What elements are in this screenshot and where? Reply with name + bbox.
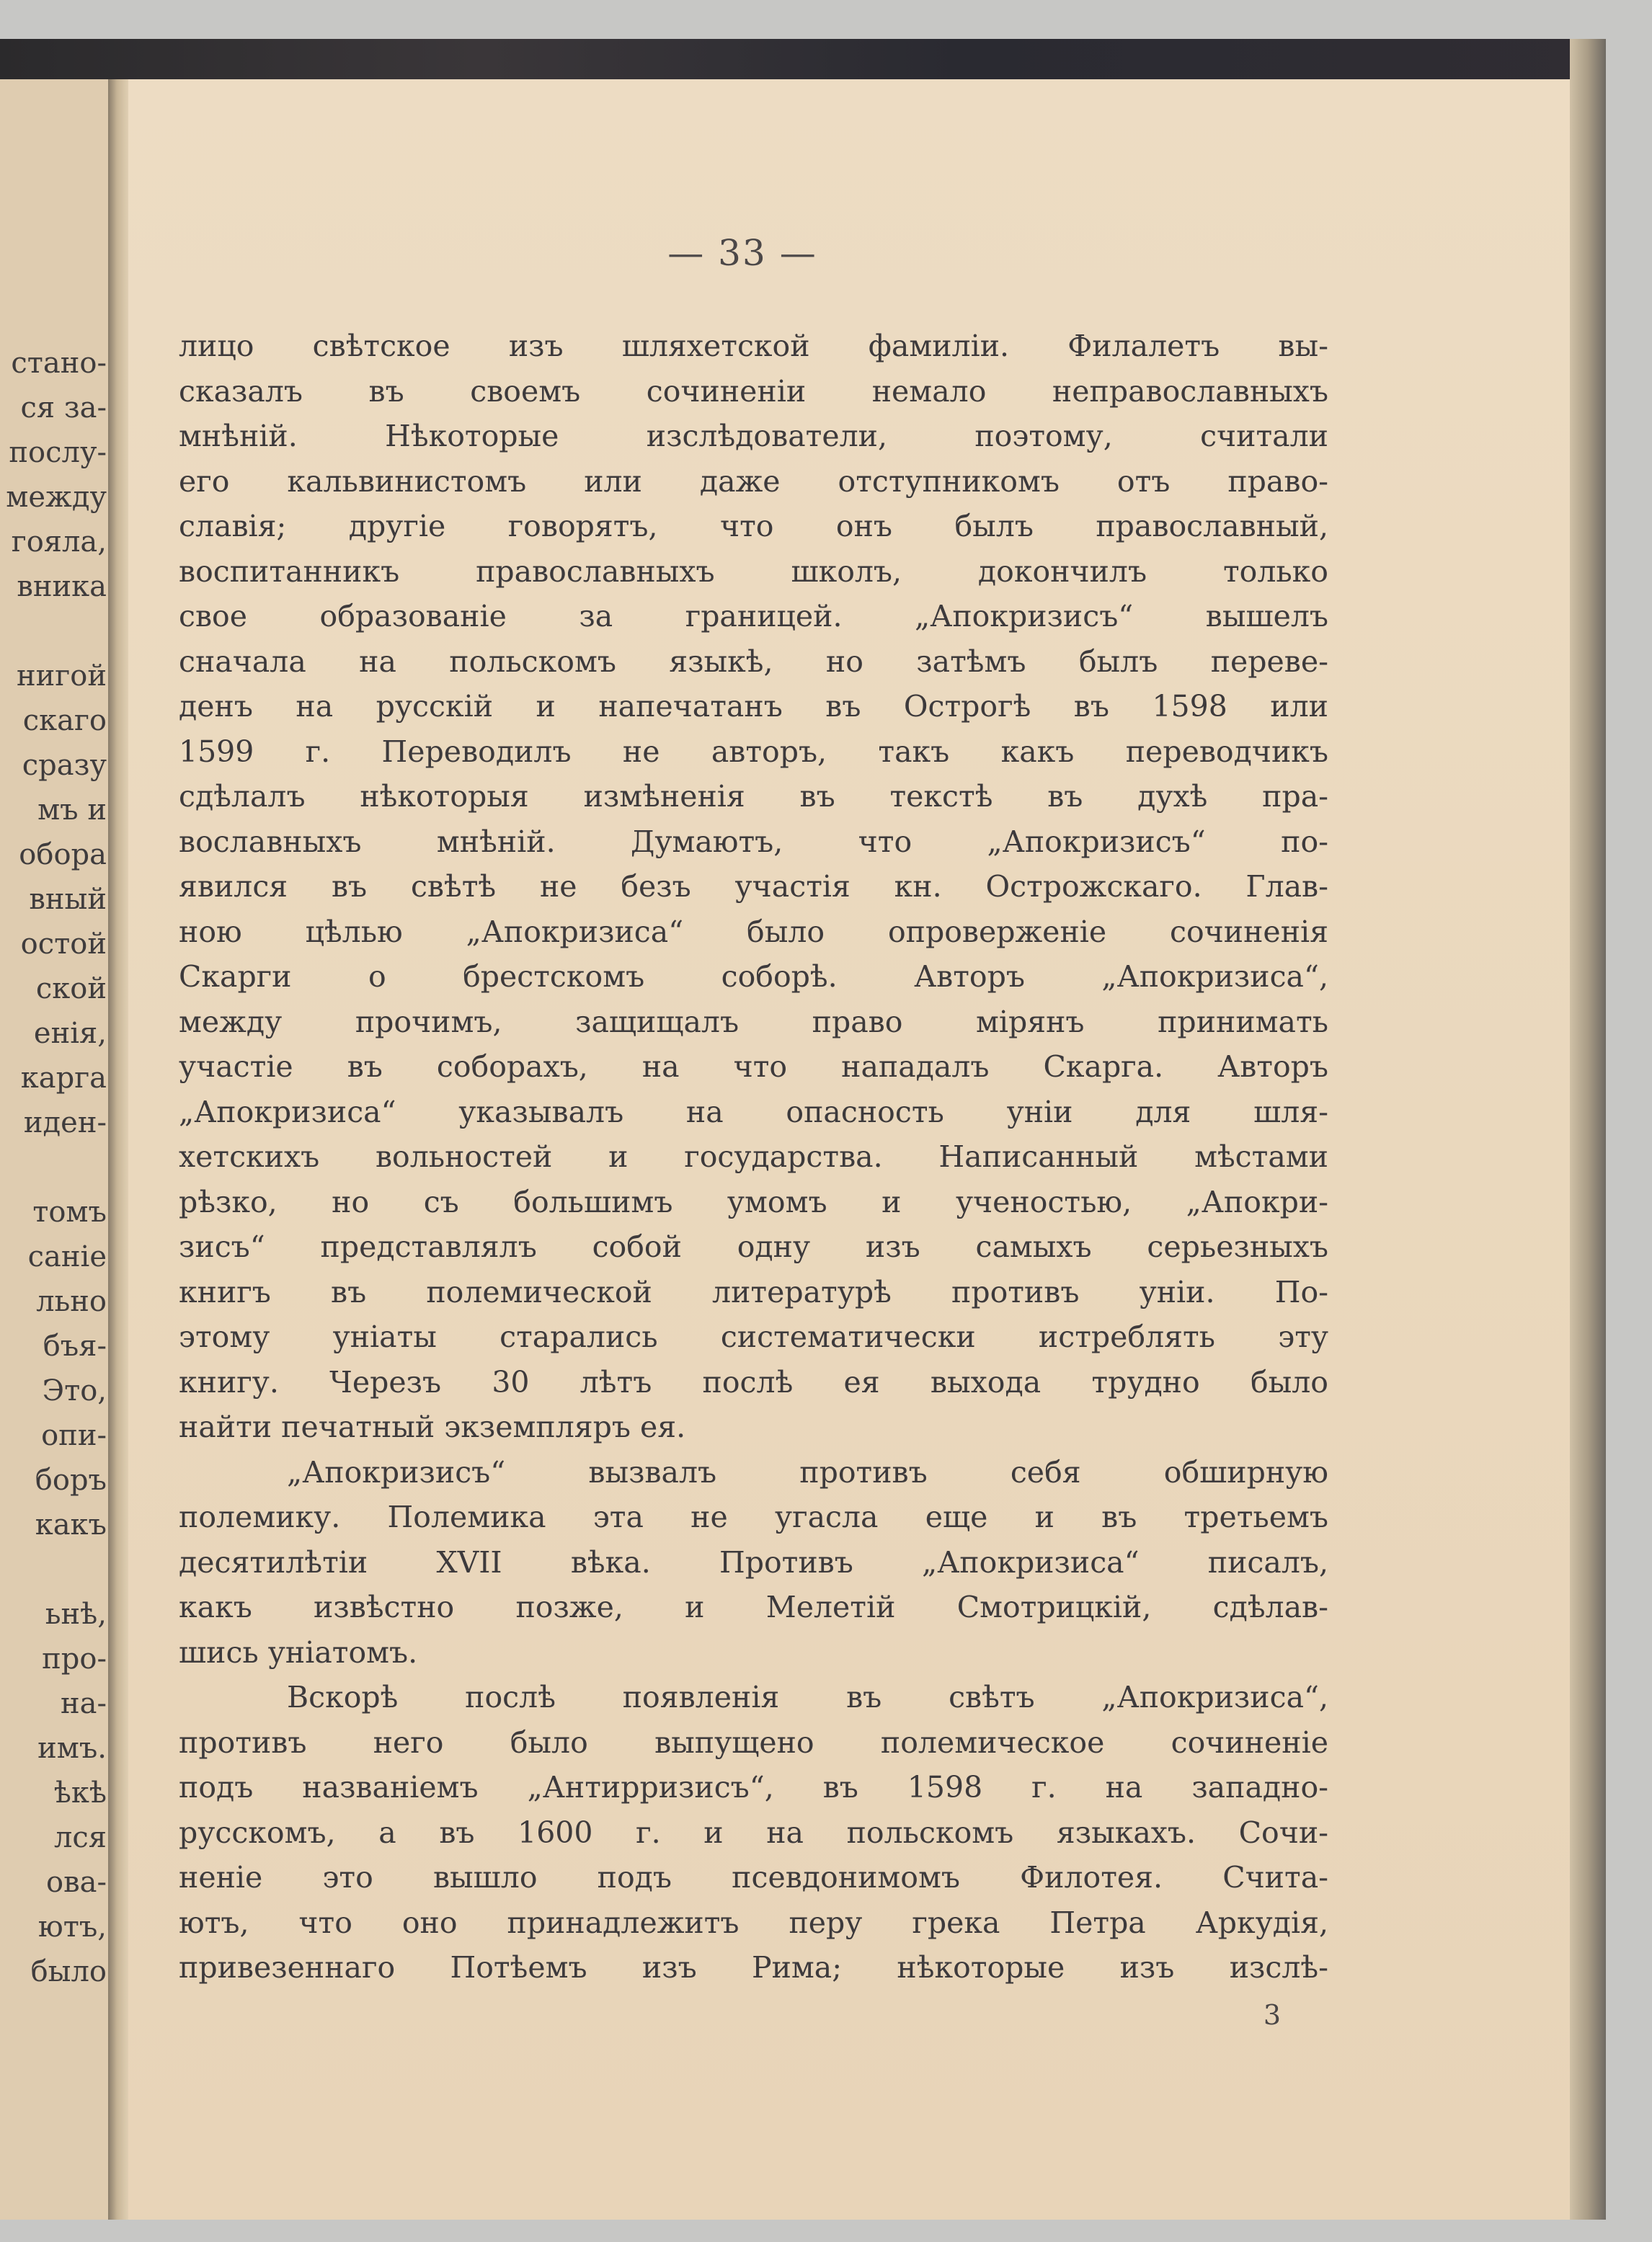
text-line: 1599 г. Переводилъ не авторъ, такъ какъ переводчикъ	[179, 734, 1328, 769]
left-page-line: опи-	[41, 1419, 107, 1452]
text-line: полемику. Полемика эта не угасла еще и въ третьемъ	[179, 1500, 1328, 1534]
text-line: шись уніатомъ.	[179, 1634, 418, 1670]
left-page-line: льно	[36, 1285, 107, 1318]
text-line: сначала на польскомъ языкѣ, но затѣмъ былъ переве-	[179, 644, 1328, 679]
left-page-line: стано-	[11, 347, 107, 380]
text-line: какъ извѣстно позже, и Мелетій Смотрицкій, сдѣлав-	[179, 1590, 1328, 1624]
left-page-gap	[0, 1547, 107, 1592]
text-line: противъ него было выпущено полемическое сочиненіе	[179, 1725, 1328, 1760]
page-number: — 33 —	[667, 232, 817, 274]
text-line: найти печатный экземпляръ ея.	[179, 1410, 686, 1444]
text-line: рѣзко, но съ большимъ умомъ и ученостью, „Апокри-	[179, 1184, 1328, 1219]
left-page-line: скаго	[22, 704, 107, 737]
left-page-fragment	[0, 79, 108, 2220]
text-line: сказалъ въ своемъ сочиненіи немало неправославныхъ	[179, 373, 1328, 409]
text-line: вославныхъ мнѣній. Думаютъ, что „Апокризисъ“ по-	[179, 824, 1328, 859]
text-line: его кальвинистомъ или даже отступникомъ отъ право-	[179, 463, 1328, 499]
paragraph	[179, 1450, 1328, 1676]
left-page-line: ской	[35, 972, 107, 1005]
text-line: неніе это вышло подъ псевдонимомъ Филотея. Счита-	[179, 1860, 1328, 1895]
left-page-gap	[0, 1145, 107, 1190]
book-gutter	[108, 79, 128, 2220]
left-page-line: мъ и	[37, 793, 107, 827]
left-page-gap	[0, 609, 107, 654]
text-line: русскомъ, а въ 1600 г. и на польскомъ языкахъ. Сочи-	[179, 1815, 1328, 1850]
left-page-line: Это,	[42, 1374, 107, 1407]
text-line: зисъ“ представлялъ собой одну изъ самыхъ серьезныхъ	[179, 1229, 1328, 1264]
left-page-line: имъ.	[37, 1732, 107, 1765]
left-page-line: ѣкѣ	[53, 1776, 107, 1810]
left-page-line: между	[6, 481, 107, 514]
left-page-line: ьнѣ,	[45, 1598, 107, 1631]
left-page-line: енія,	[33, 1017, 107, 1050]
left-page-line: ютъ,	[37, 1910, 107, 1944]
text-line: привезеннаго Потѣемъ изъ Рима; нѣкоторые изъ изслѣ-	[179, 1950, 1328, 1985]
paragraph	[179, 1675, 1328, 1990]
left-page-line: вный	[29, 883, 107, 916]
left-page-line: про-	[42, 1642, 107, 1676]
left-page-line: нигой	[16, 659, 107, 693]
paragraph	[179, 324, 1328, 1450]
text-line: денъ на русскій и напечатанъ въ Острогѣ въ 1598 или	[179, 689, 1328, 724]
text-line: Скарги о брестскомъ соборѣ. Авторъ „Апокризиса“,	[179, 959, 1328, 994]
text-line: сдѣлалъ нѣкоторыя измѣненія въ текстѣ въ духѣ пра-	[179, 779, 1328, 814]
text-line: участіе въ соборахъ, на что нападалъ Скарга. Авторъ	[179, 1049, 1328, 1084]
left-page-line: гояла,	[11, 525, 107, 559]
text-line: хетскихъ вольностей и государства. Написанный мѣстами	[179, 1139, 1328, 1174]
left-page-line: сразу	[22, 749, 107, 782]
text-line: ютъ, что оно принадлежитъ перу грека Петра Аркудія,	[179, 1905, 1328, 1940]
left-page-line: иден-	[23, 1106, 107, 1139]
text-line: между прочимъ, защищалъ право мірянъ принимать	[179, 1004, 1328, 1039]
text-line: явился въ свѣтѣ не безъ участія кн. Острожскаго. Глав-	[179, 869, 1328, 904]
left-page-line: томъ	[32, 1196, 107, 1229]
left-page-line: лся	[53, 1821, 107, 1854]
text-line: свое образованіе за границей. „Апокризисъ“ вышелъ	[179, 599, 1328, 633]
text-line: книгу. Черезъ 30 лѣтъ послѣ ея выхода трудно было	[179, 1364, 1328, 1400]
body-text	[179, 324, 1328, 1990]
left-page-line: карга	[20, 1062, 107, 1095]
text-line: ною цѣлью „Апокризиса“ было опроверженіе сочиненія	[179, 914, 1328, 949]
text-line: этому уніаты старались систематически истреблять эту	[179, 1320, 1328, 1354]
left-page-line: обора	[19, 838, 107, 871]
left-page-line: ова-	[46, 1866, 107, 1899]
text-line: „Апокризиса“ указывалъ на опасность уніи для шля-	[179, 1094, 1328, 1129]
text-line: славія; другіе говорятъ, что онъ былъ православный,	[179, 509, 1328, 543]
left-page-line: боръ	[35, 1464, 107, 1497]
scanner-background-band	[0, 39, 1606, 79]
text-line: Вскорѣ послѣ появленія въ свѣтъ „Апокризиса“,	[287, 1680, 1328, 1714]
text-line: воспитанникъ православныхъ школъ, докончилъ только	[179, 553, 1328, 589]
text-line: лицо свѣтское изъ шляхетской фамиліи. Филалетъ вы-	[179, 329, 1328, 363]
text-line: десятилѣтіи XVII вѣка. Противъ „Апокризиса“ писалъ,	[179, 1544, 1328, 1580]
text-line: „Апокризисъ“ вызвалъ противъ себя обширную	[287, 1454, 1328, 1490]
left-page-line: вника	[17, 570, 107, 603]
text-line: книгъ въ полемической литературѣ противъ уніи. По-	[179, 1274, 1328, 1309]
text-line: подъ названіемъ „Антирризисъ“, въ 1598 г. на западно-	[179, 1770, 1328, 1805]
left-page-line: ся за-	[20, 391, 107, 424]
page-edge	[1570, 39, 1606, 2220]
left-page-line: на-	[60, 1687, 107, 1720]
left-page-line: послу-	[9, 436, 107, 469]
left-page-line: какъ	[35, 1508, 107, 1542]
signature-mark: 3	[1263, 1999, 1282, 2031]
left-page-line: было	[30, 1955, 107, 1988]
left-page-text	[0, 341, 107, 1994]
left-page-line: бъя-	[43, 1330, 107, 1363]
scanned-book-spread	[0, 39, 1606, 2220]
left-page-line: саніе	[27, 1240, 107, 1273]
text-line: мнѣній. Нѣкоторые изслѣдователи, поэтому, считали	[179, 419, 1328, 453]
left-page-line: остой	[20, 928, 107, 961]
